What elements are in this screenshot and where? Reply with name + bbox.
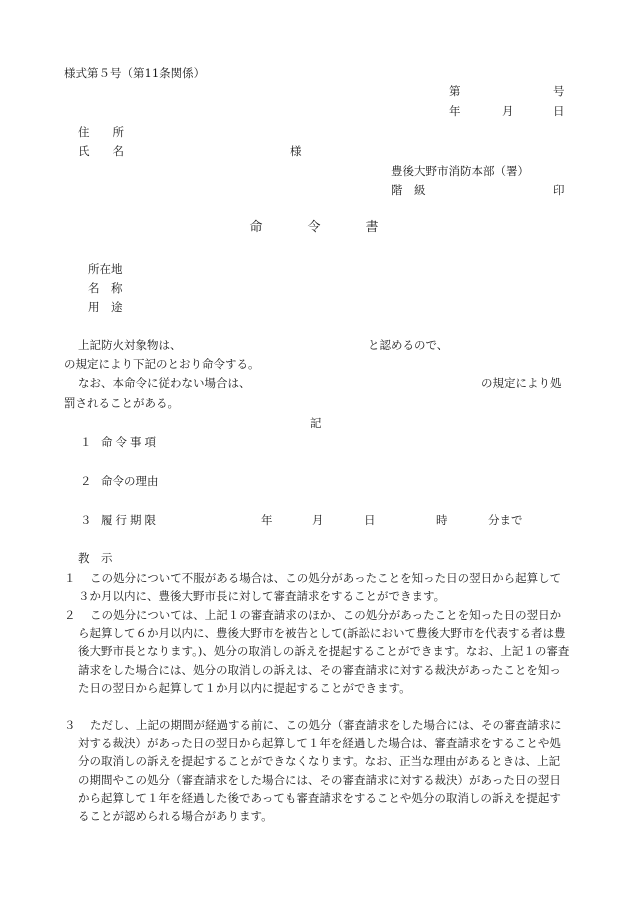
target-location-label: 所在地 (88, 262, 123, 276)
body-p2-mid: の規定により処 (481, 376, 562, 390)
doc-number-suffix: 号 (553, 84, 565, 98)
target-name-label: 名 称 (88, 281, 123, 295)
target-use-label: 用 途 (88, 300, 123, 314)
body-p1-end: の規定により下記のとおり命令する。 (64, 357, 260, 371)
body-p1-start: 上記防火対象物は、 (78, 338, 182, 352)
name-label: 氏 名 (78, 144, 124, 158)
title-char: 令 (307, 220, 321, 235)
address-label: 住 所 (78, 125, 124, 139)
instruction-text: この処分については、上記１の審査請求のほか、この処分があったことを知った日の翌日から起算して６か月以内に、豊後大野市を被告として(訴訟において豊後大野市を代表する者は豊後大野市長となります。)、処分の取消しの訴えを提起することができます。なお、上記１の審査請求をした場合には、処分の取消しの訴えは、その審査請求に対する裁決があったことを知った日の翌日から起算して１か月以内に提起することができます。 (78, 608, 570, 695)
title-char: 書 (365, 220, 379, 235)
body-p2-start: なお、本命令に従わない場合は、 (78, 376, 251, 390)
title-char: 命 (249, 220, 263, 235)
instruction-text: ただし、上記の期間が経過する前に、この処分（審査請求をした場合には、その審査請求に対する裁決）があった日の翌日から起算して１年を経過した場合は、審査請求をすることや処分の取消しの訴えを提起することができなくなります。なお、正当な理由があるときは、上記の期間やこの処分（審査請求をした場合には、その審査請求に対する裁決）があった日の翌日から起算して１年を経過した後であっても審査請求をすることや処分の取消しの訴えを提起することが認められる場合があります。 (78, 718, 562, 824)
date-month: 月 (502, 104, 514, 118)
deadline-hour: 時 (436, 513, 448, 527)
issuer-org: 豊後大野市消防本部（署） (391, 164, 529, 178)
item1-number: １ (80, 435, 92, 449)
form-label: 様式第５号（第11条関係） (64, 66, 206, 80)
instruction-text: この処分について不服がある場合は、この処分があったことを知った日の翌日から起算して３か月以内に、豊後大野市長に対して審査請求をすることができます。 (78, 571, 562, 604)
item3-number: ３ (80, 513, 92, 527)
item3-label: 履行期限 (101, 513, 159, 527)
deadline-minute: 分まで (488, 513, 523, 527)
body-p2-end: 罰されることがある。 (64, 396, 179, 410)
instruction-item-2 (64, 606, 570, 697)
seal-mark: 印 (553, 183, 565, 197)
item2-label: 命令の理由 (101, 474, 159, 488)
instruction-number: １ (64, 571, 76, 585)
document-title (227, 221, 401, 234)
item1-label: 命令事項 (101, 435, 159, 449)
date-day: 日 (553, 104, 565, 118)
instruction-item-1 (64, 569, 570, 605)
instruction-heading: 教 示 (78, 551, 113, 565)
deadline-day: 日 (364, 513, 376, 527)
deadline-year: 年 (261, 513, 273, 527)
instruction-item-3 (64, 716, 570, 825)
doc-number-prefix: 第 (449, 84, 461, 98)
honorific: 様 (290, 144, 302, 158)
instruction-number: ３ (64, 718, 76, 732)
deadline-month: 月 (312, 513, 324, 527)
issuer-rank-label: 階 級 (391, 183, 426, 197)
body-p1-mid: と認めるので、 (368, 338, 449, 352)
instruction-number: ２ (64, 608, 76, 622)
date-year: 年 (449, 104, 461, 118)
item2-number: ２ (80, 474, 92, 488)
ki-heading: 記 (310, 416, 322, 430)
